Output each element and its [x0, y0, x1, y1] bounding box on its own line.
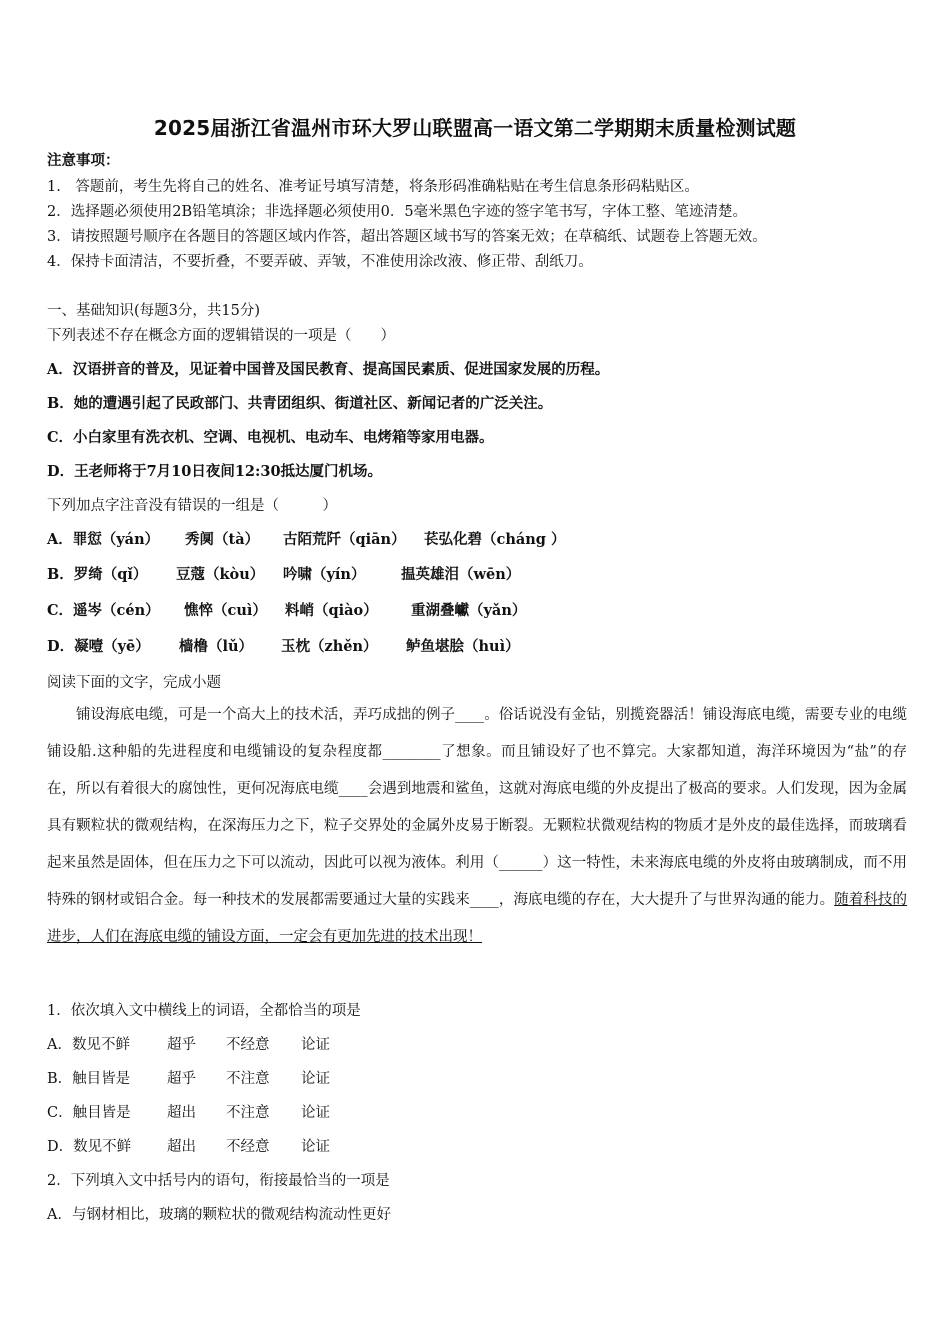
option-choice: 论证 — [301, 1037, 330, 1053]
option-choice: B．触目皆是 — [47, 1071, 131, 1087]
section-heading: 一、基础知识(每题3分，共15分) — [47, 303, 260, 319]
option-choice: 超乎 — [167, 1037, 196, 1053]
pinyin-item: 玉枕（zhěn） — [281, 638, 378, 655]
pinyin-item: 重湖叠巘（yǎn） — [411, 602, 527, 619]
pinyin-item: 料峭（qiào） — [285, 602, 378, 619]
question-option: A．汉语拼音的普及，见证着中国普及国民教育、提高国民素质、促进国家发展的历程。 — [47, 361, 610, 378]
pinyin-item: C．遥岑（cén） — [47, 602, 160, 619]
pinyin-item: 揾英雄泪（wēn） — [401, 566, 521, 583]
question-stem: 2．下列填入文中括号内的语句，衔接最恰当的一项是 — [47, 1173, 390, 1189]
reading-intro: 阅读下面的文字，完成小题 — [47, 675, 221, 691]
option-choice: 不经意 — [226, 1037, 270, 1053]
notice-item: 3．请按照题号顺序在各题目的答题区域内作答，超出答题区域书写的答案无效；在草稿纸、试题卷上答题无效。 — [47, 229, 767, 245]
notice-item: 2．选择题必须使用2B铅笔填涂；非选择题必须使用0．5毫米黑色字迹的签字笔书写，字体工整、笔迹清楚。 — [47, 204, 748, 220]
pinyin-item: 鲈鱼堪脍（huì） — [406, 638, 520, 655]
option-choice: 不注意 — [226, 1071, 270, 1087]
option-choice: 论证 — [301, 1105, 330, 1121]
pinyin-item: 憔悴（cuì） — [184, 602, 267, 619]
notice-heading: 注意事项： — [47, 152, 120, 169]
question-stem: 下列加点字注音没有错误的一组是（ ） — [47, 498, 337, 514]
pinyin-item: 古陌荒阡（qiān） — [283, 531, 406, 548]
pinyin-item: B．罗绮（qǐ） — [47, 566, 148, 583]
page-title: 2025届浙江省温州市环大罗山联盟高一语文第二学期期末质量检测试题 — [153, 116, 797, 140]
question-option: D．王老师将于7月10日夜间12:30抵达厦门机场。 — [47, 463, 383, 480]
question-stem: 1．依次填入文中横线上的词语，全都恰当的项是 — [47, 1003, 361, 1019]
pinyin-item: 豆蔻（kòu） — [176, 566, 265, 583]
notice-item: 4．保持卡面清洁，不要折叠，不要弄破、弄皱，不准使用涂改液、修正带、刮纸刀。 — [47, 254, 593, 270]
option-choice: 论证 — [301, 1071, 330, 1087]
question-option: A．与钢材相比，玻璃的颗粒状的微观结构流动性更好 — [47, 1207, 391, 1223]
pinyin-item: 吟啸（yín） — [283, 566, 366, 583]
option-choice: 不经意 — [226, 1139, 270, 1155]
option-choice: 超乎 — [167, 1071, 196, 1087]
option-choice: 不注意 — [226, 1105, 270, 1121]
pinyin-item: 樯橹（lǔ） — [179, 638, 254, 655]
pinyin-item: 秀阒（tà） — [185, 531, 260, 548]
option-choice: 超出 — [167, 1105, 196, 1121]
reading-passage — [47, 697, 907, 956]
option-choice: C．触目皆是 — [47, 1105, 131, 1121]
option-choice: D．数见不鲜 — [47, 1139, 132, 1155]
option-choice: 超出 — [167, 1139, 196, 1155]
question-option: C．小白家里有洗衣机、空调、电视机、电动车、电烤箱等家用电器。 — [47, 429, 494, 446]
notice-item: 1. 答题前，考生先将自己的姓名、准考证号填写清楚，将条形码准确粘贴在考生信息条形码粘贴区。 — [47, 179, 699, 195]
passage-text: 铺设海底电缆，可是一个高大上的技术活，弄巧成拙的例子____。俗话说没有金钻，别揽瓷器活！铺设海底电缆，需要专业的电缆铺设船.这种船的先进程度和电缆铺设的复杂程度都________了想象。而且铺设好了也不算完。大家都知道，海洋环境因为“盐”的存在，所以有着很大的腐蚀性，更何况海底电缆____会遇到地震和鲨鱼，这就对海底电缆的外皮提出了极高的要求。人们发现，因为金属具有颗粒状的微观结构，在深海压力之下，粒子交界处的金属外皮易于断裂。无颗粒状微观结构的物质才是外皮的最佳选择，而玻璃看起来虽然是固体，但在压力之下可以流动，因此可以视为液体。利用（______）这一特性，未来海底电缆的外皮将由玻璃制成，而不用特殊的钢材或铝合金。每一种技术的发展都需要通过大量的实践来____，海底电缆的存在，大大提升了与世界沟通的能力。 — [47, 707, 907, 908]
passage-underlined-sentence: 随着科技的进步，人们在海底电缆的铺设方面，一定会有更加先进的技术出现！ — [47, 892, 908, 945]
question-stem: 下列表述不存在概念方面的逻辑错误的一项是（ ） — [47, 328, 395, 344]
pinyin-item: A．罪愆（yán） — [47, 531, 160, 548]
pinyin-item: 苌弘化碧（cháng ） — [424, 531, 566, 548]
question-option: B．她的遭遇引起了民政部门、共青团组织、街道社区、新闻记者的广泛关注。 — [47, 395, 553, 412]
option-choice: 论证 — [301, 1139, 330, 1155]
pinyin-item: D．凝噎（yē） — [47, 638, 150, 655]
option-choice: A．数见不鲜 — [47, 1037, 130, 1053]
